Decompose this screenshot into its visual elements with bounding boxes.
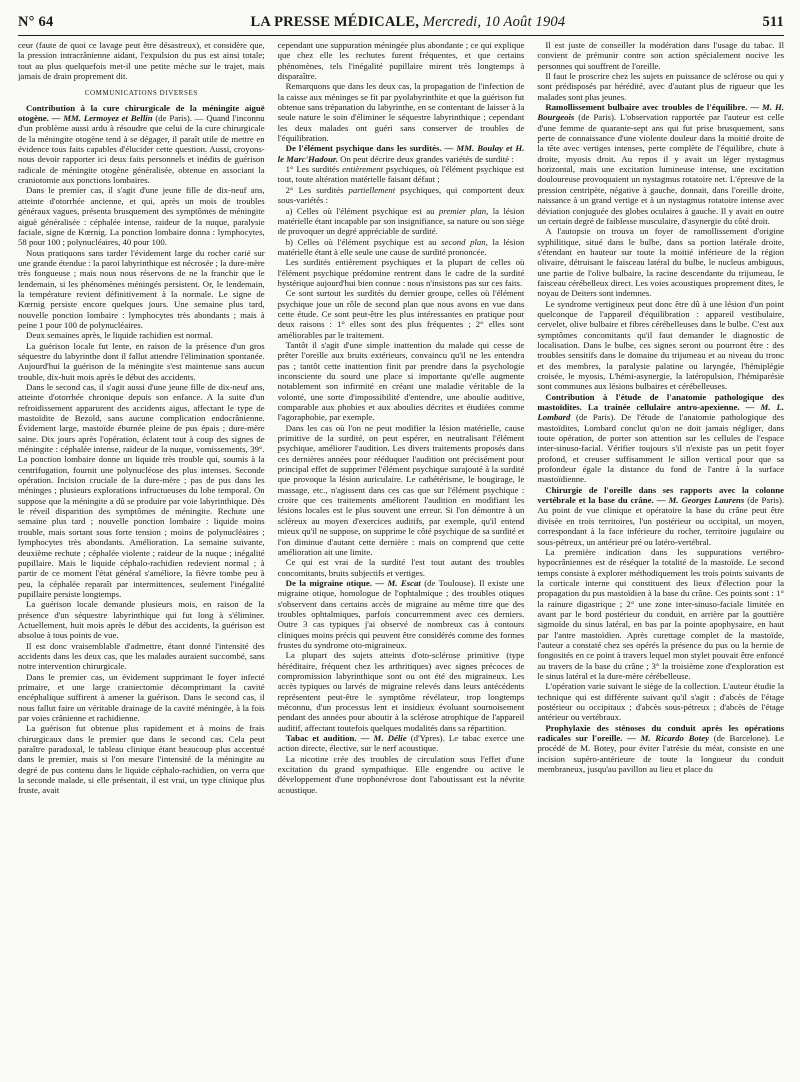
- paragraph: La guérison fut obtenue plus rapidement et à moins de frais chirurgicaux dans le premier que dans le second cas. Cela peut paraître paradoxal, le tableau clinique étant beaucoup plus accentué dans le premier, mais si l'on mesure l'intensité de la méningite au degré de pus contenu dans le liquide céphalo-rachidien, on verra que la seconde malade, si elle présentait, il est vrai, un type clinique plus fruste, avait: [18, 723, 265, 796]
- article-escat: [278, 578, 525, 650]
- paragraph: La guérison locale demande plusieurs mois, en raison de la présence d'un séquestre labyrinthique qui fut long à s'éliminer. Actuellement, huit mois après le début des accidents, la guérison est absolue à tous points de vue.: [18, 599, 265, 641]
- article-title: De l'élément psychique dans les surdités. —: [285, 143, 454, 154]
- article-author: MM. Boulay et H. le Marc'Hadour.: [277, 143, 525, 164]
- paragraph: L'opération varie suivant le siège de la collection. L'auteur étudie la technique qui est différente suivant qu'il s'agit : d'abcès de l'étage postérieur ou occipitaux ; d'abcès sous-pétreux ; d'abcès de l'étage antérieur ou vertébraux.: [537, 681, 784, 723]
- article-text: (de Paris). De l'étude de l'anatomie pathologique des mastoïdites, Lombard conclut qu'on ne doit jamais négliger, dans toute opération, de porter son attention sur les cellules de l'espace inter-sinuso-facial. Vérifier toujours s'il n'existe pas un petit foyer profond, et creuser suffisamment le sillon vertical pour que sa profondeur égale la distance du fond de l'antre à la surface mastoïdienne.: [537, 412, 784, 485]
- paragraph: ceur (faute de quoi ce lavage peut être désastreux), et considère que, la pression intracrânienne aidant, l'expulsion du pus est ainsi totale; tout au plus quelquefois met-il une petite mèche sur le trajet, mais jamais de drain proprement dit.: [18, 40, 265, 82]
- article-boulay-le-marc-hadour: [278, 143, 525, 164]
- paragraph: Il faut le proscrire chez les sujets en puissance de sclérose ou qui y sont prédisposés par hérédité, avec d'autant plus de rigueur que les malades sont plus jeunes.: [537, 71, 784, 102]
- paragraph: A l'autopsie on trouva un foyer de ramollissement d'origine syphilitique, situé dans le bulbe, dans sa portion latérale droite, s'étendant en hauteur sur toute la moitié inférieure de la région olivaire, détruisant le faisceau latéral du bulbe, le nucleus ambiguus, une partie de l'olive bulbaire, la racine descendante du trijumeau, le faisceau cérébelleux direct. Les voies acoustiques proprement dites, le noyau de Deiters sont indemnes.: [537, 226, 784, 299]
- paragraph: b) Celles où l'élément psychique est au second plan, la lésion matérielle étant à elle seule une cause de surdité prononcée.: [277, 236, 525, 257]
- article-botey: [537, 723, 784, 775]
- paragraph: Il est juste de conseiller la modération dans l'usage du tabac. Il convient de prémunir contre son action spécialement nocive les personnes qui souffrent de l'oreille.: [537, 40, 784, 71]
- article-text: (de Paris). — Quand l'inconnu d'un problème aussi ardu à résoudre que celui de la cure chirurgicale de la méningite otogène tend à se dégager, il paraît utile de mettre en évidence tous faits capables d'élucider cette question. Aussi, croyons-nous devoir rapporter ici deux faits personnels et inédits de guérison radicale de méningite otogène généralisée, obtenue en associant la craniotomie aux ponctions lombaires.: [18, 113, 265, 186]
- article-lombard: [537, 392, 784, 485]
- paragraph: Les surdités entièrement psychiques et la plupart de celles où l'élément psychique prédomine rentrent dans le cadre de la surdité hystérique aujourd'hui bien connue : nous n'insistons pas sur ces faits.: [277, 257, 525, 288]
- paragraph: Dans le second cas, il s'agit aussi d'une jeune fille de dix-neuf ans, atteinte d'otorrhée chronique depuis son enfance. A la suite d'un refroidissement apparurent des accidents aigus, affectant le type de mastoïdite de Bezold, sans aucune complication endocrânienne. Évidement large, mastoïde éburnée pleine de pus épais ; dure-mère saine. Dix jours après l'opération, éclatent tout à coup des signes de méningite : céphalée intense, raideur de la nuque, vomissements, 39°. La ponction lombaire donne un liquide très trouble qui, soumis à la centrifugation, fournit une polynucléose des plus intenses. Seconde opération. Incision cruciale de la dure-mère ; pas de pus dans les méninges ; plusieurs explorations infructueuses du lobe temporal. On suppose que la méningite a dû se produire par voie labyrinthique. Dès le réveil disparition des symptômes de méningite. Rechute une semaine plus tard ; nouvelle ponction lombaire : liquide moins trouble, mais sortant sous forte tension ; moins de polynucléaires ; lymphocytes très abondants. Amélioration. La semaine suivante, deuxième rechute ; céphalée violente ; raideur de la nuque ; inégalité pupillaire. Mais le liquide céphalo-rachidien redevient normal ; à partir de ce moment l'état général s'améliore, la fièvre tombe peu à peu, la céphalée reparaît par intermittences, seulement l'inégalité pupillaire persiste longtemps.: [18, 382, 265, 599]
- paragraph: Il est donc vraisemblable d'admettre, étant donné l'intensité des accidents dans les deux cas, que les malades auraient succombé, sans notre intervention chirurgicale.: [18, 640, 265, 672]
- article-text: (de Paris). L'observation rapportée par l'auteur est celle d'une femme de quarante-sept ans qui fut prise brusquement, sans perte de connaissance d'une violente douleur dans la moitié droite de la tête avec vertiges intenses, perte complète de l'équilibre, chute à droite, myosis droit. Au repos il y avait un léger nystagmus horizontal, mais une excitation lumineuse intense, une excitation douloureuse provoquaient un nystagmus rotatoire net. L'épreuve de la pression centripète, négative à gauche, donnait, dans l'oreille droite, naissance à un grand vertige et à un nystagmus rotatoire intense avec déviation conjuguée des globes oculaires à gauche. Il y avait en outre un certain degré de faiblesse musculaire, d'asynergie du côté droit.: [537, 112, 784, 226]
- article-title: Ramollissement bulbaire avec troubles de l'équilibre. —: [545, 102, 760, 113]
- paragraph: Dans les cas où l'on ne peut modifier la lésion matérielle, cause primitive de la surdité, on peut espérer, en neutralisant l'élément psychique, améliorer l'audition. Les divers traitements proposés dans ces dernières années pour rééduquer l'audition ont précisément pour principal effet de supprimer l'élément psychique surajouté à la surdité que provoque la lésion auriculaire. Le cathétérisme, le bougirage, le massage, etc., n'agissent dans ces cas que sur l'élément psychique : croire que ces traitements améliorent l'audition en modifiant les lésions locales est le plus souvent une erreur. Si l'on démontre à un scléreux au moyen d'exercices auditifs, par exemple, qu'il entend mieux qu'il ne suppose, on supprime le côté psychique de sa surdité et l'on diminue d'autant cette dernière : mais on comprend que cette amélioration ait une limite.: [277, 422, 525, 557]
- article-title: Tabac et audition. —: [285, 733, 370, 744]
- article-title: Contribution à l'étude de l'anatomie pathologique des mastoïdites. La trainée cellulaire antro-apexienne. —: [537, 391, 784, 413]
- paragraph: La première indication dans les suppurations vertébro-hypocrâniennes est de réséquer la totalité de la mastoïde. Le second temps consiste à explorer méthodiquement les trois points suivants de la corticale interne qui constituent des lieux d'élection pour la propagation du pus mastoïdien à la base du crâne. Ces points sont : 1° la rainure digastrique ; 2° une zone inter-sinuso-faciale limitée en avant par le bord postérieur du conduit, en arrière par la gouttière sigmoïde du sinus latéral, en bas par la pointe apophysaire, en haut par l'antre mastoïdien. Après curettage complet de la mastoïde, l'auteur a constaté chez ses opérés la présence du pus ou la hernie de fongosités en ce point à travers lequel mon stylet pouvait être enfoncé au travers de la base du crâne ; 3° la troisième zone d'exploration est le sinus latéral et la dure-mère cérébelleuse.: [537, 546, 784, 681]
- page-header: [18, 14, 784, 31]
- article-bourgeois: [537, 102, 784, 226]
- masthead: [251, 14, 566, 31]
- article-text: (de Toulouse). Il existe une migraine otique, homologue de l'ophtalmique ; des troubles otiques s'observent dans certains accès de migraine au même titre que des troubles ophtalmiques, parfois concurremment avec ces derniers. Outre 3 cas typiques j'ai observé de nombreux cas à contours cliniques moins précis qui peuvent être considérés comme des formes frustes du syndrome oto-migraineux.: [277, 577, 525, 650]
- column-2: [278, 40, 525, 1070]
- header-rule: [18, 35, 784, 36]
- article-title: Contribution à la cure chirurgicale de la méningite aiguë otogène. —: [18, 102, 265, 124]
- article-text: (de Paris). Au point de vue clinique et opératoire la base du crâne peut être divisée en trois territoires, l'un postérieur ou occipital, un moyen, correspondant à la face inférieure du rocher, territoire jugulaire ou sous-pétreux, un antérieur pré ou latéro-vertébral.: [537, 495, 784, 547]
- paragraph: cependant une suppuration méningée plus abondante ; ce qui explique que chez elle les rechutes furent fréquentes, et que certains phénomènes, tels l'inégalité pupillaire mirent très longtemps à disparaître.: [277, 40, 525, 82]
- journal-title: LA PRESSE MÉDICALE,: [250, 14, 420, 30]
- issue-number: N° 64: [18, 14, 54, 30]
- article-author: M. Délie: [373, 733, 407, 744]
- article-text: (de Barcelone). Le procédé de M. Botey, pour éviter l'atrésie du méat, consiste en une incision supéro-antérieure de toute la longueur du conduit membraneux, jusqu'au pavillon au lieu et place du: [537, 733, 784, 775]
- columns: [18, 40, 784, 1070]
- article-title: Chirurgie de l'oreille dans ses rapports avec la colonne vertébrale et la base du crâne. —: [537, 484, 784, 506]
- article-author: M. Georges Laurens: [668, 495, 745, 506]
- paragraph: Remarquons que dans les deux cas, la propagation de l'infection de la caisse aux méninges se fit par pyolabyrinthite et que la guérison fut obtenue sans trépanation du labyrinthe, en se contentant de laisser à la seule nature le soin d'éliminer le séquestre labyrinthique ; cependant les deux malades ont guéri sans conserver de troubles de l'équilibration.: [277, 81, 525, 144]
- paragraph: 2° Les surdités partiellement psychiques, qui comportent deux sous-variétés :: [277, 184, 525, 206]
- paragraph: La plupart des sujets atteints d'oto-sclérose primitive (type héréditaire, fréquent chez les arthritiques) avec signes précoces de compromission labyrinthique sont ou ont été des migraineux. Les accès typiques ou larvés de migraine relevés dans leurs antécédents représentent peut-être le symptôme révélateur, trop longtemps méconnu, d'un processus lent et insidieux évoluant sournoisement pendant des années pour aboutir à la sclérose atrophique de l'appareil auditif, affectant toutefois quelques modalités dans sa répartition.: [277, 650, 525, 733]
- page-number: 511: [762, 14, 784, 30]
- article-text: (d'Ypres). Le tabac exerce une action directe, élective, sur le nerf acoustique.: [277, 733, 525, 754]
- paragraph: 1° Les surdités entièrement psychiques, où l'élément psychique est tout, toute altération matérielle faisant défaut ;: [277, 164, 525, 185]
- paragraph: Deux semaines après, le liquide rachidien est normal.: [26, 330, 213, 341]
- issue-date: Mercredi, 10 Août 1904: [422, 14, 566, 30]
- column-3: [537, 40, 784, 1070]
- paragraph: Ce sont surtout les surdités du dernier groupe, celles où l'élément psychique joue un rôle de second plan que nous avons en vue dans cette étude. Ce sont peut-être les plus intéressantes en pratique pour deux raisons : 1° elles sont des plus fréquentes ; 2° elles sont améliorables par le traitement.: [277, 288, 525, 340]
- article-delie: [278, 733, 525, 754]
- article-author: MM. Lermoyez et Bellin: [63, 113, 153, 124]
- article-author: M. Ricardo Botey: [640, 733, 710, 744]
- column-1: [18, 40, 265, 1070]
- paragraph: La nicotine crée des troubles de circulation sous l'effet d'une excitation du grand sympathique. Elle engendre ou active le développement d'une trophonévrose dont l'aboutissant est la névrite acoustique.: [277, 753, 525, 795]
- paragraph: a) Celles où l'élément psychique est au premier plan, la lésion matérielle étant incapable par son insignifiance, sa nature ou son siège de provoquer un degré appréciable de surdité.: [277, 205, 525, 237]
- article-title: Prophylaxie des sténoses du conduit après les opérations radicales sur l'oreille. —: [537, 722, 784, 744]
- article-lermoyez-bellin: [18, 103, 265, 186]
- paragraph: Dans le premier cas, un évidement supprimant le foyer infecté primaire, et une large craniectomie décomprimant la cavité encéphalique suffirent à amener la guérison. Dans le second cas, il nous fallut faire un véritable drainage de la cavité méningée, à la fois par voies crânienne et rachidienne.: [18, 671, 265, 723]
- article-author: M. H. Bourgeois: [537, 102, 784, 123]
- article-laurens: [537, 485, 784, 547]
- paragraph: Le syndrome vertigineux peut donc être dû à une lésion d'un point quelconque de l'appareil d'équilibration : appareil vestibulaire, cervelet, olive bulbaire et fibres cérébelleuses dans le bulbe. C'est aux symptômes concomitants qu'il faut demander le diagnostic de localisation. Dans le bulbe, ces signes seront ou pourront être : des troubles sensitifs dans le domaine du trijumeau et au niveau du tronc et des membres, la paralysie palatine ou laryngée, l'hémiplégie croisée, le myosis, L'hémi-asynergie, la latéropulsion, l'hémiparésie sont communes aux lésions bulbaires et cérébelleuses.: [537, 298, 784, 392]
- paragraph: La guérison locale fut lente, en raison de la présence d'un gros séquestre du labyrinthe dont il fallut attendre l'élimination spontanée. Aujourd'hui la guérison de la méningite s'est maintenue sans aucun trouble, dix-huit mois après le début des accidents.: [18, 340, 265, 382]
- article-author: M. Escat: [387, 577, 421, 588]
- section-heading: COMMUNICATIONS DIVERSES: [84, 89, 198, 98]
- paragraph: Dans le premier cas, il s'agit d'une jeune fille de dix-neuf ans, atteinte d'otorrhée ancienne, et qui, après un mois de troubles généraux vagues, présenta brusquement des symptômes de méningite aiguë généralisée : céphalée intense, raideur de la nuque, paralysie faciale, signe de Kœrnig. La ponction lombaire donna : lymphocytes, 58 pour 100 ; polynucléaires, 40 pour 100.: [18, 185, 265, 248]
- paragraph: Nous pratiquons sans tarder l'évidement large du rocher carié sur une grande étendue : la paroi labyrinthique est nécrosée ; la dure-mère très fongueuse ; mais nous nous réservons de ne la franchir que le lendemain, si les phénomènes méningés persistent. Or, le lendemain, la température revient définitivement à la normale. Le signe de Kœrnig persiste encore quelques jours. Une semaine plus tard, nouvelle ponction lombaire : lymphocytes très abondants ; mais à peine 1 pour 100 de polynucléaires.: [18, 247, 265, 330]
- paragraph: Ce qui est vrai de la surdité l'est tout autant des troubles concomitants, bruits subjectifs et vertiges.: [277, 557, 525, 578]
- paragraph: Tantôt il s'agit d'une simple inattention du malade qui cesse de prêter l'oreille aux bruits extérieurs, convaincu qu'il ne les entendra pas ; tantôt cette inattention finit par prendre dans la psychologie inconsciente du sourd une place si importante qu'elle augmente notablement son infirmité en créant une maladie véritable de la volonté, une sorte d'impossibilité d'entendre, une aboulie auditive, comparable aux phobies et aux aboulies décrites et étudiées comme l'agoraphobie, par exemple.: [277, 339, 525, 423]
- article-title: De la migraine otique. —: [285, 577, 385, 588]
- article-text: On peut décrire deux grandes variétés de surdité :: [340, 153, 514, 164]
- article-author: M. L. Lombard: [537, 402, 784, 423]
